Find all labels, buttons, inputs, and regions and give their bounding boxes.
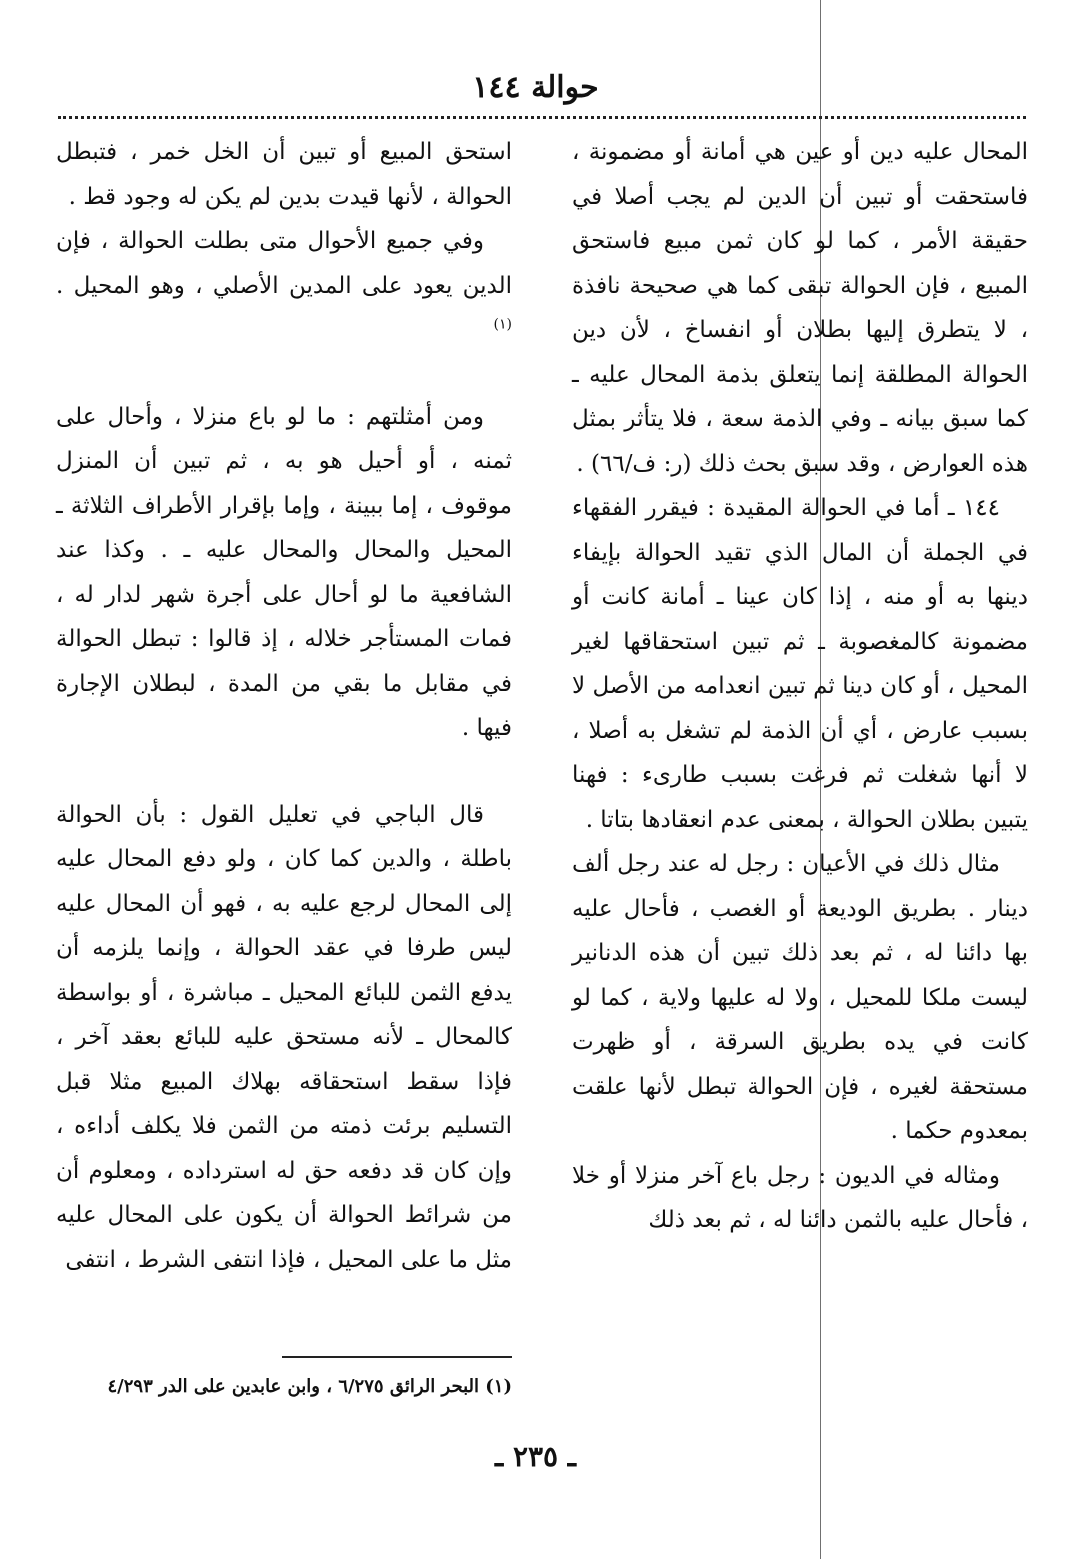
right-paragraph-1: المحال عليه دين أو عين هي أمانة أو مضمونة ، فاستحقت أو تبين أن الدين لم يجب أصلا في حقيقة الأمر ، كما لو كان ثمن مبيع فاستحق المبيع ، فإن الحوالة تبقى كما هي صحيحة نافذة ، لا يتطرق إليها بطلان أو انفساخ ، لأن دين الحوالة المطلقة إنما يتعلق بذمة المحال عليه ـ كما سبق بيانه ـ وفي الذمة سعة ، فلا يتأثر بمثل هذه العوارض ، وقد سبق بحث ذلك (ر: ف/٦٦) .	[572, 139, 1028, 477]
left-paragraph-1: استحق المبيع أو تبين أن الخل خمر ، فتبطل الحوالة ، لأنها قيدت بدين لم يكن له وجود قط .	[56, 139, 512, 210]
page-number: ـ ٢٣٥ ـ	[494, 1440, 577, 1473]
footnote: (١) البحر الرائق ٦/٢٧٥ ، وابن عابدين على الدر ٤/٢٩٣	[107, 1376, 512, 1397]
right-paragraph-2: ١٤٤ ـ أما في الحوالة المقيدة : فيقرر الفقهاء في الجملة أن المال الذي تقيد الحوالة بإيفاء دينها به أو منه ، إذا كان عينا ـ أمانة كانت أو مضمونة كالمغصوبة ـ ثم تبين استحقاقها لغير المحيل ، أو كان دينا ثم تبين انعدامه من الأصل لا بسبب عارض ، أي أن الذمة لم تشغل به أصلا ، لا أنها شغلت ثم فرغت بسبب طارىء : فهنا يتبين بطلان الحوالة ، بمعنى عدم انعقادها بتاتا .	[572, 495, 1028, 833]
footnote-separator	[282, 1356, 512, 1358]
right-paragraph-4: ومثاله في الديون : رجل باع آخر منزلا أو خلا ، فأحال عليه بالثمن دائنا له ، ثم بعد ذلك	[572, 1162, 1028, 1233]
running-head: حوالة ١٤٤	[472, 70, 599, 105]
paragraph-gap	[56, 751, 512, 793]
right-paragraph-3: مثال ذلك في الأعيان : رجل له عند رجل ألف دينار . بطريق الوديعة أو الغصب ، فأحال عليه بها دائنا له ، ثم بعد ذلك تبين أن هذه الدنانير ليست ملكا للمحيل ، ولا له عليها ولاية ، كما لو كانت في يده بطريق السرقة ، أو ظهرت مستحقة لغيره ، فإن الحوالة تبطل لأنها علقت بمعدوم حكما .	[572, 851, 1028, 1144]
left-column	[56, 130, 512, 1282]
right-column	[572, 130, 1028, 1243]
left-paragraph-2	[56, 219, 512, 353]
left-paragraph-2-text: وفي جميع الأحوال متى بطلت الحوالة ، فإن الدين يعود على المدين الأصلي ، وهو المحيل .	[56, 228, 512, 299]
paragraph-gap	[56, 353, 512, 395]
footnote-reference-mark: (١)	[493, 316, 512, 333]
left-paragraph-4: قال الباجي في تعليل القول : بأن الحوالة باطلة ، والدين كما كان ، ولو دفع المحال عليه إلى المحال لرجع عليه به ، فهو أن المحال عليه ليس طرفا في عقد الحوالة ، وإنما يلزمه أن يدفع الثمن للبائع المحيل ـ مباشرة ، أو بواسطة كالمحال ـ لأنه مستحق عليه للبائع بعقد آخر ، فإذا سقط استحقاقه بهلاك المبيع مثلا قبل التسليم برئت ذمته من الثمن فلا يكلف أداءه ، وإن كان قد دفعه حق له استرداده ، ومعلوم أن من شرائط الحوالة أن يكون على المحال عليه مثل ما على المحيل ، فإذا انتفى الشرط ، انتفى	[56, 801, 512, 1273]
header-dotted-rule	[58, 116, 1026, 119]
left-paragraph-3: ومن أمثلتهم : ما لو باع منزلا ، وأحال على ثمنه ، أو أحيل هو به ، ثم تبين أن المنزل موقوف ، إما ببينة ، وإما بإقرار الأطراف الثلاثة ـ المحيل والمحال والمحال عليه ـ . وكذا عند الشافعية ما لو أحال على أجرة شهر لدار له ، فمات المستأجر خلاله ، إذ قالوا : تبطل الحوالة في مقابل ما بقي من المدة ، لبطلان الإجارة فيها .	[56, 403, 512, 741]
